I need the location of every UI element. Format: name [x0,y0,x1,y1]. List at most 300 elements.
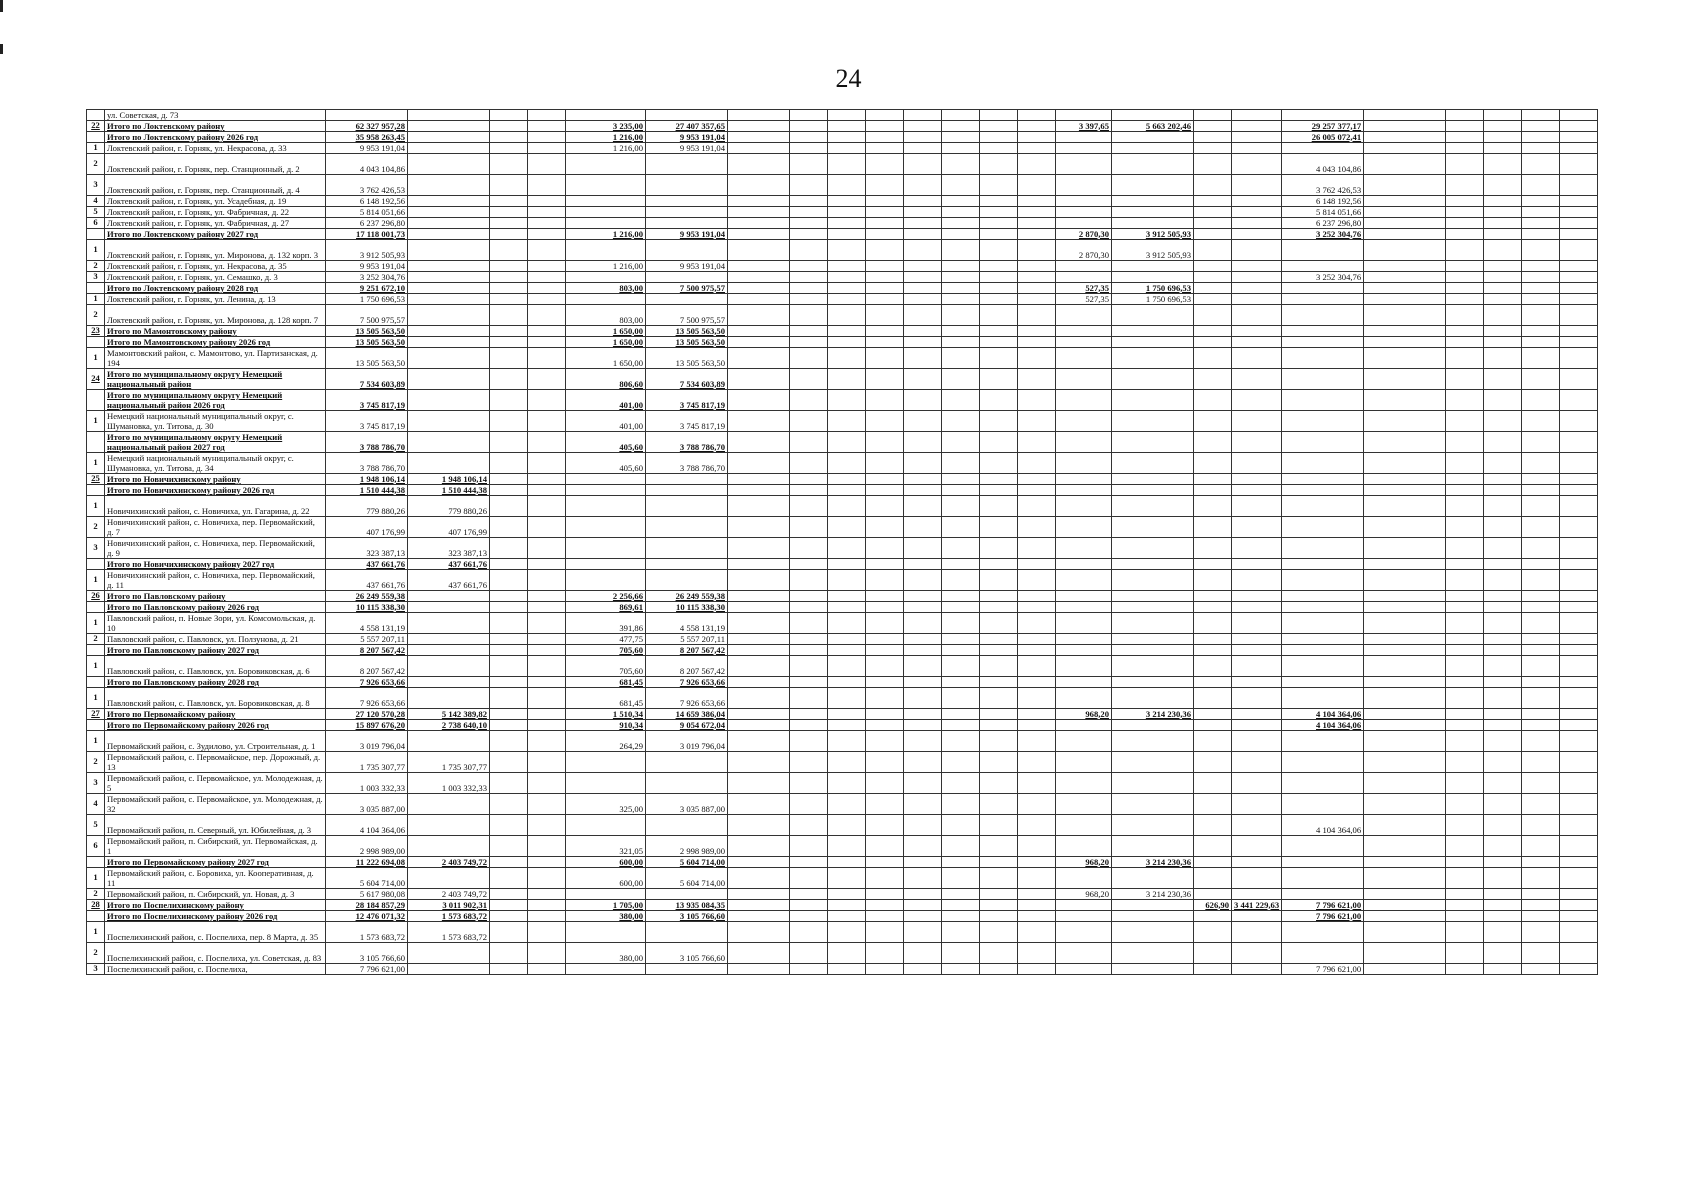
value-c11 [1194,121,1232,132]
value-c12 [1232,720,1282,731]
row-number [87,390,105,411]
object-name: Немецкий национальный муниципальный округ, с. Шумановка, ул. Титова, д. 34 [105,453,326,474]
object-name: Локтевский район, г. Горняк, ул. Миронова, д. 128 корп. 7 [105,305,326,326]
total-row [87,485,1598,496]
value-c1: 3 252 304,76 [326,272,408,283]
table-row [87,294,1598,305]
table-row [87,731,1598,752]
value-c11 [1194,857,1232,868]
total-row [87,591,1598,602]
value-c12 [1232,645,1282,656]
value-c9: 527,35 [1056,283,1112,294]
row-number: 2 [87,154,105,175]
value-c9 [1056,677,1112,688]
value-c11 [1194,911,1232,922]
value-c10: 3 912 505,93 [1112,229,1194,240]
value-c10 [1112,474,1194,485]
row-number: 5 [87,815,105,836]
value-c12 [1232,591,1282,602]
register-table-body [87,110,1598,975]
value-c9 [1056,432,1112,453]
value-c12 [1232,432,1282,453]
value-c9 [1056,143,1112,154]
value-c6 [646,889,728,900]
table-row [87,634,1598,645]
value-c5: 1 510,34 [566,709,646,720]
object-name: Итого по муниципальному округу Немецкий национальный район [105,369,326,390]
row-number: 3 [87,538,105,559]
value-c1: 7 926 653,66 [326,677,408,688]
value-c5: 325,00 [566,794,646,815]
object-name: Итого по Первомайскому району [105,709,326,720]
row-number: 1 [87,688,105,709]
value-c13 [1282,794,1364,815]
value-c2 [408,175,490,196]
value-c11 [1194,815,1232,836]
value-c9 [1056,559,1112,570]
value-c10 [1112,453,1194,474]
value-c9 [1056,132,1112,143]
value-c9 [1056,272,1112,283]
row-number: 1 [87,868,105,889]
row-number: 24 [87,369,105,390]
value-c11 [1194,836,1232,857]
value-c2: 323 387,13 [408,538,490,559]
value-c10 [1112,326,1194,337]
value-c11 [1194,218,1232,229]
value-c11 [1194,570,1232,591]
value-c9 [1056,731,1112,752]
value-c13 [1282,591,1364,602]
value-c1: 8 207 567,42 [326,656,408,677]
value-c11 [1194,369,1232,390]
object-name: Немецкий национальный муниципальный округ, с. Шумановка, ул. Титова, д. 30 [105,411,326,432]
value-c9 [1056,688,1112,709]
value-c5 [566,175,646,196]
value-c10 [1112,154,1194,175]
value-c6: 7 500 975,57 [646,283,728,294]
value-c11 [1194,240,1232,261]
value-c6: 13 505 563,50 [646,337,728,348]
value-c12 [1232,218,1282,229]
total-row [87,559,1598,570]
value-c6: 9 953 191,04 [646,132,728,143]
value-c5: 264,29 [566,731,646,752]
value-c2: 1 948 106,14 [408,474,490,485]
object-name: Локтевский район, г. Горняк, ул. Некрасова, д. 33 [105,143,326,154]
value-c12 [1232,731,1282,752]
value-c1: 5 814 051,66 [326,207,408,218]
value-c2 [408,294,490,305]
value-c11 [1194,943,1232,964]
value-c2 [408,411,490,432]
value-c9 [1056,305,1112,326]
value-c5 [566,196,646,207]
row-number: 1 [87,570,105,591]
value-c1: 3 912 505,93 [326,240,408,261]
value-c5: 405,60 [566,453,646,474]
value-c6 [646,485,728,496]
row-number: 6 [87,836,105,857]
value-c11 [1194,720,1232,731]
value-c13: 3 252 304,76 [1282,272,1364,283]
value-c11 [1194,613,1232,634]
row-number [87,720,105,731]
value-c5: 477,75 [566,634,646,645]
value-c1: 437 661,76 [326,559,408,570]
value-c6 [646,474,728,485]
value-c2: 5 142 389,82 [408,709,490,720]
value-c13 [1282,613,1364,634]
register-sheet [86,109,1598,975]
value-c10 [1112,720,1194,731]
value-c12 [1232,709,1282,720]
value-c12 [1232,411,1282,432]
value-c12 [1232,943,1282,964]
value-c9: 2 870,30 [1056,240,1112,261]
value-c5: 1 216,00 [566,132,646,143]
value-c10: 3 214 230,36 [1112,889,1194,900]
value-c9 [1056,110,1112,121]
value-c11 [1194,485,1232,496]
object-name: Итого по Мамонтовскому району 2026 год [105,337,326,348]
value-c9 [1056,591,1112,602]
value-c6: 5 604 714,00 [646,868,728,889]
value-c12 [1232,229,1282,240]
value-c10 [1112,645,1194,656]
value-c13: 6 237 296,80 [1282,218,1364,229]
table-row [87,218,1598,229]
value-c1: 8 207 567,42 [326,645,408,656]
value-c1: 5 557 207,11 [326,634,408,645]
total-row [87,474,1598,485]
table-row [87,348,1598,369]
value-c5: 1 705,00 [566,900,646,911]
value-c5: 600,00 [566,857,646,868]
value-c6: 8 207 567,42 [646,645,728,656]
value-c9 [1056,207,1112,218]
value-c5: 380,00 [566,911,646,922]
row-number: 22 [87,121,105,132]
object-name: Итого по Локтевскому району 2027 год [105,229,326,240]
value-c6 [646,559,728,570]
value-c6: 3 105 766,60 [646,943,728,964]
value-c13 [1282,369,1364,390]
value-c1: 1 003 332,33 [326,773,408,794]
table-row [87,964,1598,975]
row-number: 26 [87,591,105,602]
row-number: 4 [87,794,105,815]
register-table [86,109,1598,975]
value-c10: 3 912 505,93 [1112,240,1194,261]
value-c13 [1282,348,1364,369]
value-c1: 13 505 563,50 [326,326,408,337]
value-c9 [1056,485,1112,496]
value-c12 [1232,326,1282,337]
value-c13 [1282,143,1364,154]
table-row [87,154,1598,175]
value-c10 [1112,496,1194,517]
value-c13: 6 148 192,56 [1282,196,1364,207]
value-c13 [1282,773,1364,794]
value-c6: 5 557 207,11 [646,634,728,645]
value-c5 [566,922,646,943]
object-name: Итого по Павловскому району [105,591,326,602]
value-c12 [1232,261,1282,272]
value-c1: 9 953 191,04 [326,143,408,154]
value-c10 [1112,602,1194,613]
value-c12 [1232,496,1282,517]
value-c13: 7 796 621,00 [1282,900,1364,911]
value-c9 [1056,348,1112,369]
value-c2: 2 738 640,10 [408,720,490,731]
total-row [87,857,1598,868]
value-c13 [1282,656,1364,677]
margin-mark [0,44,3,54]
value-c10 [1112,773,1194,794]
row-number [87,857,105,868]
margin-mark [0,0,3,12]
value-c10 [1112,143,1194,154]
object-name: Итого по муниципальному округу Немецкий национальный район 2026 год [105,390,326,411]
value-c9 [1056,900,1112,911]
object-name: Итого по Павловскому району 2028 год [105,677,326,688]
value-c10 [1112,538,1194,559]
value-c10 [1112,922,1194,943]
value-c11 [1194,326,1232,337]
value-c9 [1056,613,1112,634]
value-c5 [566,815,646,836]
row-number: 1 [87,453,105,474]
value-c10 [1112,731,1194,752]
value-c6 [646,272,728,283]
value-c2: 2 403 749,72 [408,889,490,900]
row-number [87,911,105,922]
value-c11 [1194,517,1232,538]
value-c6: 9 953 191,04 [646,229,728,240]
value-c10 [1112,868,1194,889]
value-c13: 29 257 377,17 [1282,121,1364,132]
object-name: Первомайский район, п. Сибирский, ул. Первомайская, д. 1 [105,836,326,857]
value-c13 [1282,922,1364,943]
value-c13 [1282,836,1364,857]
value-c9 [1056,868,1112,889]
value-c13: 5 814 051,66 [1282,207,1364,218]
value-c5: 1 216,00 [566,261,646,272]
value-c5 [566,485,646,496]
value-c13: 4 104 364,06 [1282,709,1364,720]
value-c2 [408,634,490,645]
value-c11 [1194,964,1232,975]
value-c11 [1194,922,1232,943]
object-name: Павловский район, с. Павловск, ул. Боровиковская, д. 6 [105,656,326,677]
value-c9 [1056,326,1112,337]
object-name: Первомайский район, п. Северный, ул. Юбилейная, д. 3 [105,815,326,836]
value-c11 [1194,731,1232,752]
value-c5: 1 650,00 [566,337,646,348]
value-c2: 1 573 683,72 [408,911,490,922]
row-number [87,485,105,496]
value-c6: 13 505 563,50 [646,348,728,369]
value-c1: 10 115 338,30 [326,602,408,613]
table-row [87,207,1598,218]
value-c2 [408,154,490,175]
value-c9 [1056,261,1112,272]
object-name: Локтевский район, г. Горняк, ул. Семашко, д. 3 [105,272,326,283]
value-c2: 1 510 444,38 [408,485,490,496]
value-c2: 3 011 902,31 [408,900,490,911]
value-c6: 3 788 786,70 [646,453,728,474]
value-c10 [1112,207,1194,218]
object-name: Новичихинский район, с. Новичиха, пер. Первомайский, д. 7 [105,517,326,538]
value-c5: 600,00 [566,868,646,889]
value-c5: 803,00 [566,283,646,294]
value-c11 [1194,411,1232,432]
value-c11 [1194,656,1232,677]
value-c10 [1112,613,1194,634]
total-row [87,720,1598,731]
value-c9 [1056,570,1112,591]
row-number [87,559,105,570]
value-c13 [1282,305,1364,326]
row-number: 2 [87,752,105,773]
value-c9 [1056,196,1112,207]
value-c6: 13 935 084,35 [646,900,728,911]
value-c2 [408,677,490,688]
row-number [87,132,105,143]
object-name: Итого по муниципальному округу Немецкий национальный район 2027 год [105,432,326,453]
row-number [87,229,105,240]
value-c12: 3 441 229,63 [1232,900,1282,911]
value-c13: 26 005 072,41 [1282,132,1364,143]
value-c2 [408,272,490,283]
value-c5 [566,272,646,283]
object-name: Павловский район, п. Новые Зори, ул. Комсомольская, д. 10 [105,613,326,634]
row-number: 23 [87,326,105,337]
value-c9 [1056,369,1112,390]
value-c1: 2 998 989,00 [326,836,408,857]
value-c13: 4 104 364,06 [1282,720,1364,731]
value-c12 [1232,348,1282,369]
object-name: Итого по Новичихинскому району 2026 год [105,485,326,496]
table-row [87,196,1598,207]
value-c1: 1 735 307,77 [326,752,408,773]
value-c10 [1112,411,1194,432]
value-c10 [1112,485,1194,496]
value-c12 [1232,154,1282,175]
table-row [87,538,1598,559]
value-c5 [566,773,646,794]
row-number [87,337,105,348]
value-c9 [1056,218,1112,229]
value-c11 [1194,207,1232,218]
value-c1: 4 558 131,19 [326,613,408,634]
value-c10: 1 750 696,53 [1112,283,1194,294]
value-c10 [1112,943,1194,964]
object-name: Итого по Павловскому району 2026 год [105,602,326,613]
value-c13 [1282,261,1364,272]
value-c6: 3 019 796,04 [646,731,728,752]
value-c2 [408,602,490,613]
row-number: 25 [87,474,105,485]
value-c11 [1194,283,1232,294]
value-c9 [1056,794,1112,815]
value-c5: 705,60 [566,656,646,677]
row-number: 4 [87,196,105,207]
value-c9 [1056,175,1112,196]
value-c5: 869,61 [566,602,646,613]
value-c10 [1112,272,1194,283]
value-c6: 5 604 714,00 [646,857,728,868]
value-c12 [1232,815,1282,836]
value-c5: 1 650,00 [566,326,646,337]
row-number: 1 [87,656,105,677]
row-number: 27 [87,709,105,720]
value-c2 [408,305,490,326]
value-c2: 779 880,26 [408,496,490,517]
value-c12 [1232,773,1282,794]
value-c6 [646,218,728,229]
value-c5: 806,60 [566,369,646,390]
value-c9 [1056,773,1112,794]
value-c11 [1194,305,1232,326]
value-c2 [408,964,490,975]
value-c1: 62 327 957,28 [326,121,408,132]
value-c2 [408,645,490,656]
value-c10 [1112,369,1194,390]
value-c11 [1194,538,1232,559]
value-c9: 527,35 [1056,294,1112,305]
object-name: Новичихинский район, с. Новичиха, пер. Первомайский, д. 9 [105,538,326,559]
value-c9 [1056,964,1112,975]
value-c1: 3 105 766,60 [326,943,408,964]
object-name: ул. Советская, д. 73 [105,110,326,121]
value-c2: 1 735 307,77 [408,752,490,773]
row-number [87,602,105,613]
value-c13 [1282,453,1364,474]
object-name: Локтевский район, г. Горняк, ул. Некрасова, д. 35 [105,261,326,272]
object-name: Мамонтовский район, с. Мамонтово, ул. Партизанская, д. 194 [105,348,326,369]
value-c5: 405,60 [566,432,646,453]
value-c13 [1282,889,1364,900]
table-row [87,411,1598,432]
value-c12 [1232,474,1282,485]
value-c10 [1112,110,1194,121]
value-c6 [646,294,728,305]
table-row [87,570,1598,591]
value-c6 [646,815,728,836]
value-c6: 3 745 817,19 [646,390,728,411]
value-c11 [1194,709,1232,720]
value-c12 [1232,570,1282,591]
value-c12 [1232,453,1282,474]
value-c10 [1112,218,1194,229]
value-c1: 27 120 570,28 [326,709,408,720]
row-number [87,110,105,121]
value-c13 [1282,432,1364,453]
value-c5 [566,294,646,305]
value-c6: 9 953 191,04 [646,261,728,272]
value-c2 [408,283,490,294]
value-c11 [1194,474,1232,485]
value-c10 [1112,836,1194,857]
value-c12 [1232,634,1282,645]
value-c6 [646,773,728,794]
object-name: Локтевский район, г. Горняк, ул. Ленина, д. 13 [105,294,326,305]
value-c13 [1282,110,1364,121]
value-c9: 968,20 [1056,857,1112,868]
value-c2: 2 403 749,72 [408,857,490,868]
